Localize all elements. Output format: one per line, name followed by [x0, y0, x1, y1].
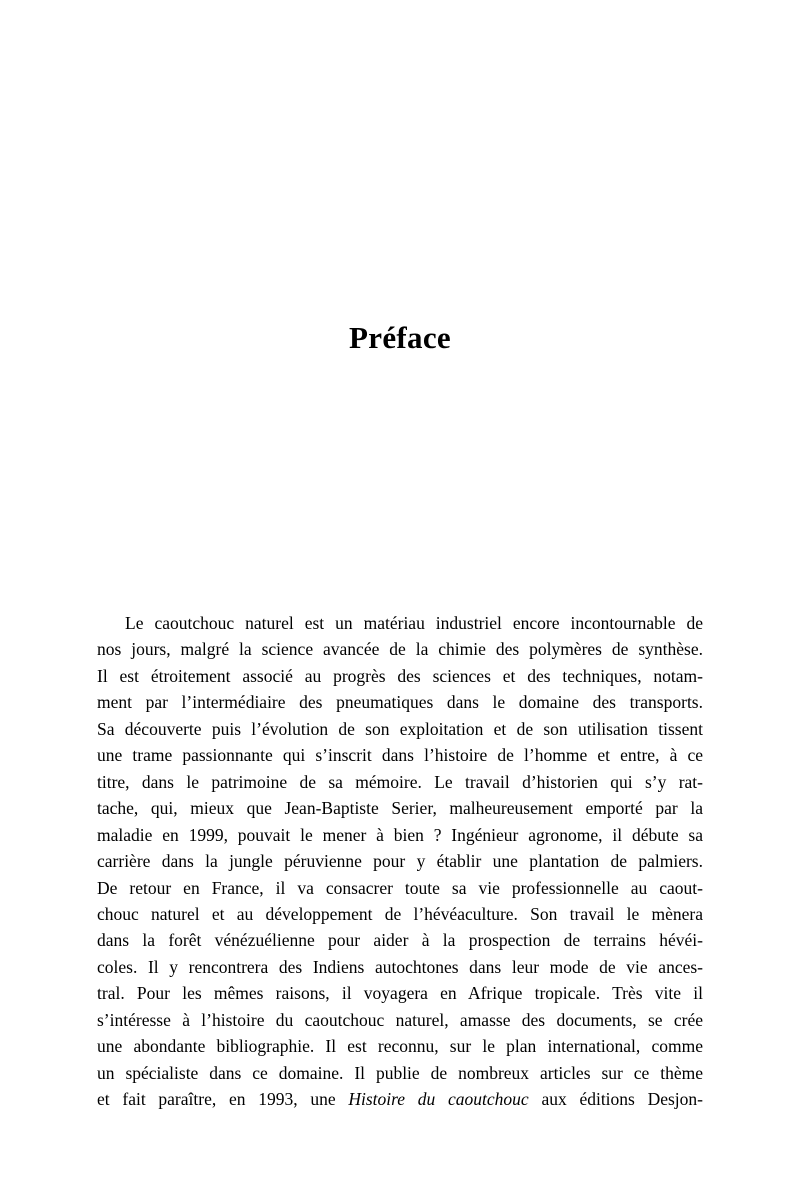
text-segment: une trame passionnante qui s’inscrit dans l’histoire de l’homme et entre, à ce — [97, 745, 703, 766]
paragraph-line — [97, 610, 703, 636]
text-segment: une abondante bibliographie. Il est reconnu, sur le plan international, comme — [97, 1036, 703, 1057]
text-segment: chouc naturel et au développement de l’hévéaculture. Son travail le mènera — [97, 903, 703, 924]
text-segment: coles. Il y rencontrera des Indiens autochtones dans leur mode de vie ances- — [97, 956, 703, 977]
text-segment: Le caoutchouc naturel est un matériau industriel encore incontournable de — [125, 613, 703, 633]
paragraph-line — [97, 1033, 703, 1059]
preface-paragraph — [97, 610, 703, 1113]
paragraph-line — [97, 769, 703, 795]
text-segment: titre, dans le patrimoine de sa mémoire. Le travail d’historien qui s’y rat- — [97, 771, 703, 792]
book-title-italic: Histoire du caoutchouc — [348, 1089, 529, 1110]
paragraph-line — [97, 848, 703, 874]
text-segment: dans la forêt vénézuélienne pour aider à la prospection de terrains hévéi- — [97, 930, 703, 951]
paragraph-line — [97, 742, 703, 768]
paragraph-line — [97, 901, 703, 927]
text-segment: aux éditions Desjon- — [528, 1089, 703, 1110]
text-segment: nos jours, malgré la science avancée de la chimie des polymères de synthèse. — [97, 639, 703, 660]
text-segment: et fait paraître, en 1993, une — [97, 1089, 349, 1110]
text-segment: s’intéresse à l’histoire du caoutchouc naturel, amasse des documents, se crée — [97, 1009, 703, 1030]
text-segment: De retour en France, il va consacrer toute sa vie professionnelle au caout- — [97, 877, 703, 898]
text-segment: Sa découverte puis l’évolution de son exploitation et de son utilisation tissent — [97, 718, 703, 739]
paragraph-line — [97, 689, 703, 715]
paragraph-line — [97, 795, 703, 821]
text-segment: tache, qui, mieux que Jean-Baptiste Serier, malheureusement emporté par la — [97, 798, 703, 819]
paragraph-line — [97, 716, 703, 742]
paragraph-line — [97, 1007, 703, 1033]
text-segment: Il est étroitement associé au progrès des sciences et des techniques, notam- — [97, 665, 703, 686]
text-segment: maladie en 1999, pouvait le mener à bien ? Ingénieur agronome, il débute sa — [97, 824, 703, 845]
paragraph-line — [97, 1060, 703, 1086]
paragraph-line — [97, 1086, 703, 1112]
text-segment: carrière dans la jungle péruvienne pour y établir une plantation de palmiers. — [97, 851, 703, 872]
text-segment: tral. Pour les mêmes raisons, il voyagera en Afrique tropicale. Très vite il — [97, 983, 703, 1004]
text-segment: un spécialiste dans ce domaine. Il publie de nombreux articles sur ce thème — [97, 1062, 703, 1083]
paragraph-line — [97, 980, 703, 1006]
paragraph-line — [97, 822, 703, 848]
paragraph-line — [97, 927, 703, 953]
paragraph-line — [97, 875, 703, 901]
page-title: Préface — [349, 320, 451, 355]
text-segment: ment par l’intermédiaire des pneumatiques dans le domaine des transports. — [97, 692, 703, 713]
paragraph-line — [97, 636, 703, 662]
paragraph-line — [97, 954, 703, 980]
paragraph-line — [97, 663, 703, 689]
